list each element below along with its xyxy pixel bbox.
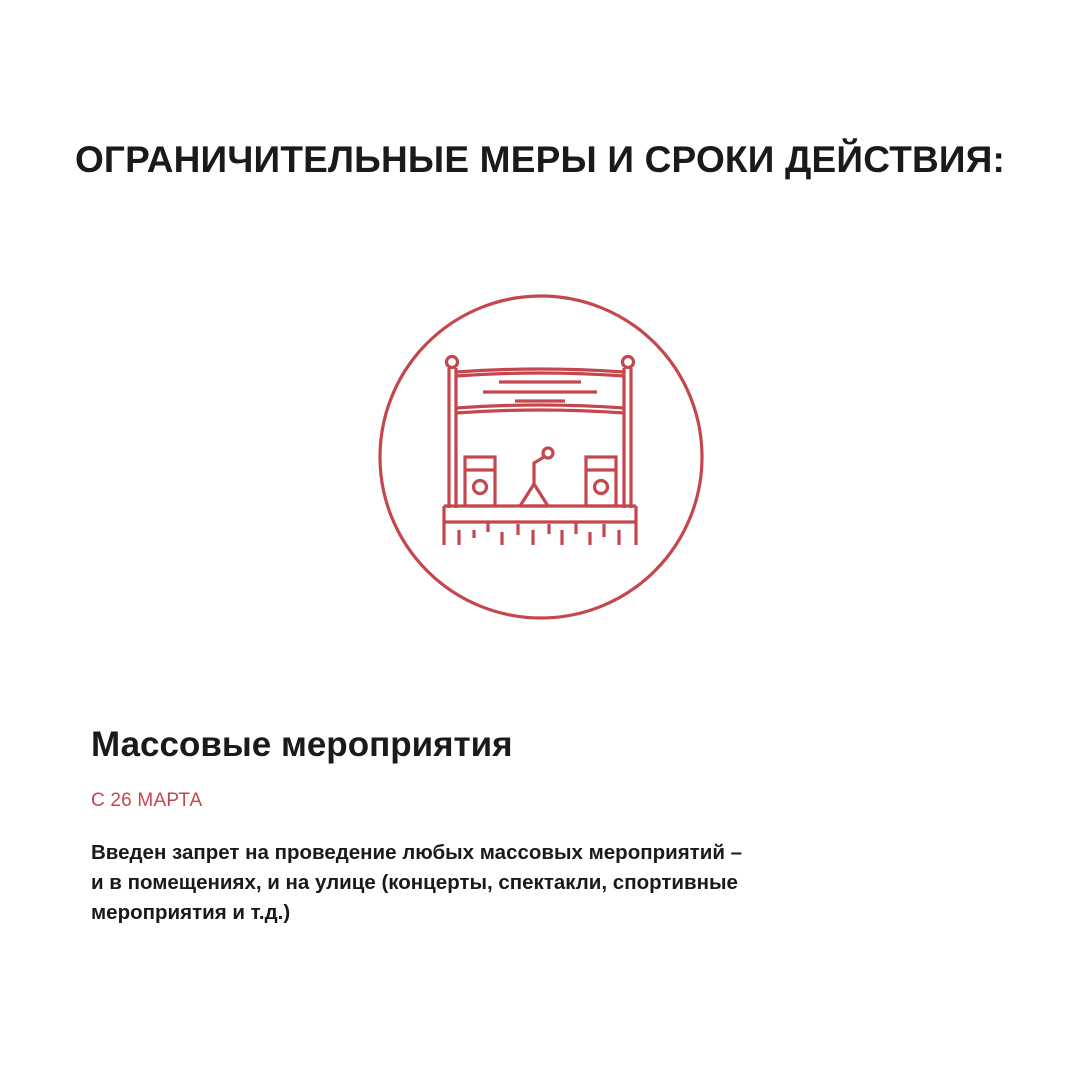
page-title: ОГРАНИЧИТЕЛЬНЫЕ МЕРЫ И СРОКИ ДЕЙСТВИЯ:	[74, 139, 1006, 180]
measure-title: Массовые мероприятия	[91, 725, 513, 764]
measure-date: С 26 МАРТА	[91, 790, 203, 811]
measure-description	[91, 838, 921, 928]
concert-stage-icon	[376, 292, 706, 622]
description-line: Введен запрет на проведение любых массовых мероприятий –	[91, 841, 743, 864]
description-line: мероприятия и т.д.)	[91, 901, 291, 924]
description-line: и в помещениях, и на улице (концерты, спектакли, спортивные	[91, 871, 738, 894]
